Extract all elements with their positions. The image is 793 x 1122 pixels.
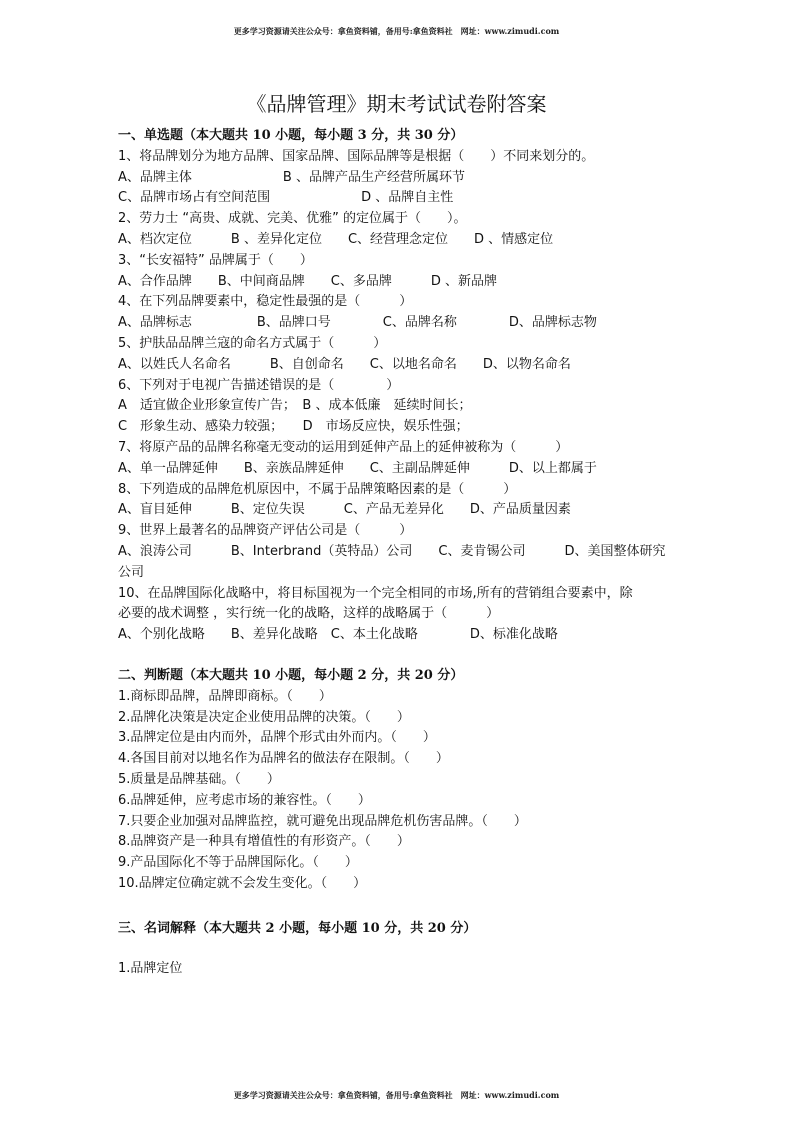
option-line: C 形象生动、感染力较强； D 市场反应快，娱乐性强； bbox=[118, 419, 469, 435]
question-line: 10、在品牌国际化战略中，将目标国视为一个完全相同的市场,所有的营销组合要素中，除 bbox=[118, 585, 633, 601]
question-line: 1.品牌定位 bbox=[118, 961, 183, 977]
question-line: 2、劳力士 “高贵、成就、完美、优雅” 的定位属于（ ）。 bbox=[118, 211, 467, 227]
option-line: A、品牌标志 B、品牌口号 C、品牌名称 D、品牌标志物 bbox=[118, 315, 597, 331]
question-line: 8、下列造成的品牌危机原因中，不属于品牌策略因素的是（ ） bbox=[118, 481, 517, 497]
question-line: 5、护肤品品牌兰寇的命名方式属于（ ） bbox=[118, 335, 387, 351]
option-line: A、浪涛公司 B、Interbrand（英特品）公司 C、麦肯锡公司 D、美国整体研究 bbox=[118, 543, 666, 559]
section-heading-single-choice: 一、单选题（本大题共 10 小题，每小题 3 分，共 30 分） bbox=[118, 128, 464, 143]
question-line: 1、将品牌划分为地方品牌、国家品牌、国际品牌等是根据（ ）不同来划分的。 bbox=[118, 148, 595, 164]
section-heading-definitions: 三、名词解释（本大题共 2 小题，每小题 10 分，共 20 分） bbox=[118, 920, 477, 936]
option-line: 公司 bbox=[118, 564, 145, 580]
section-spacer bbox=[118, 895, 678, 919]
question-line: 8.品牌资产是一种具有增值性的有形资产。（ ） bbox=[118, 834, 410, 850]
page-header: 更多学习资源请关注公众号：拿鱼资料铺，备用号:拿鱼资料社 网址：www.zimudi.com bbox=[233, 26, 560, 36]
question-line: 3.品牌定位是由内而外，品牌个形式由外而内。（ ） bbox=[118, 730, 436, 746]
question-line: 5.质量是品牌基础。（ ） bbox=[118, 771, 280, 787]
section-heading-true-false: 二、判断题（本大题共 10 小题，每小题 2 分，共 20 分） bbox=[118, 667, 464, 683]
question-line: 4、在下列品牌要素中，稳定性最强的是（ ） bbox=[118, 294, 413, 310]
question-line: 6、下列对于电视广告描述错误的是（ ） bbox=[118, 377, 400, 393]
option-line: A、盲目延伸 B、定位失误 C、产品无差异化 D、产品质量因素 bbox=[118, 502, 571, 518]
option-line: A 适宜做企业形象宣传广告； B 、成本低廉 延续时间长； bbox=[118, 398, 472, 414]
option-line: A、品牌主体 B 、品牌产品生产经营所属环节 bbox=[118, 169, 465, 185]
question-line: 9.产品国际化不等于品牌国际化。（ ） bbox=[118, 855, 358, 871]
question-line: 9、世界上最著名的品牌资产评估公司是（ ） bbox=[118, 523, 413, 539]
option-line: A、单一品牌延伸 B、亲族品牌延伸 C、主副品牌延伸 D、以上都属于 bbox=[118, 460, 597, 476]
question-line: 1.商标即品牌，品牌即商标。（ ） bbox=[118, 688, 332, 704]
definition-questions bbox=[118, 959, 678, 980]
question-line: 10.品牌定位确定就不会发生变化。（ ） bbox=[118, 875, 367, 891]
section-spacer bbox=[118, 646, 678, 666]
question-line: 6.品牌延伸，应考虑市场的兼容性。（ ） bbox=[118, 792, 371, 808]
question-line: 3、“长安福特” 品牌属于（ ） bbox=[118, 252, 313, 268]
question-line: 2.品牌化决策是决定企业使用品牌的决策。（ ） bbox=[118, 709, 410, 725]
question-line: 7.只要企业加强对品牌监控，就可避免出现品牌危机伤害品牌。（ ） bbox=[118, 813, 527, 829]
page-footer: 更多学习资源请关注公众号：拿鱼资料铺，备用号:拿鱼资料社 网址：www.zimudi.com bbox=[233, 1090, 560, 1100]
option-line: A、以姓氏人名命名 B、自创命名 C、以地名命名 D、以物名命名 bbox=[118, 356, 571, 372]
question-line: 4.各国目前对以地名作为品牌名的做法存在限制。（ ） bbox=[118, 751, 449, 767]
document-title: 《品牌管理》期末考试试卷附答案 bbox=[246, 92, 547, 116]
option-line: A、个别化战略 B、差异化战略 C、本土化战略 D、标准化战略 bbox=[118, 627, 558, 643]
question-line: 必要的战术调整 ，实行统一化的战略，这样的战略属于（ ） bbox=[118, 606, 500, 622]
section-spacer bbox=[118, 939, 678, 959]
true-false-questions bbox=[118, 687, 678, 895]
question-line: 7、将原产品的品牌名称毫无变动的运用到延伸产品上的延伸被称为（ ） bbox=[118, 439, 569, 455]
option-line: C、品牌市场占有空间范围 D 、品牌自主性 bbox=[118, 190, 454, 206]
single-choice-questions bbox=[118, 147, 678, 646]
document-body bbox=[118, 126, 678, 980]
option-line: A、档次定位 B 、差异化定位 C、经营理念定位 D 、情感定位 bbox=[118, 231, 554, 247]
option-line: A、合作品牌 B、中间商品牌 C、多品牌 D 、新品牌 bbox=[118, 273, 498, 289]
